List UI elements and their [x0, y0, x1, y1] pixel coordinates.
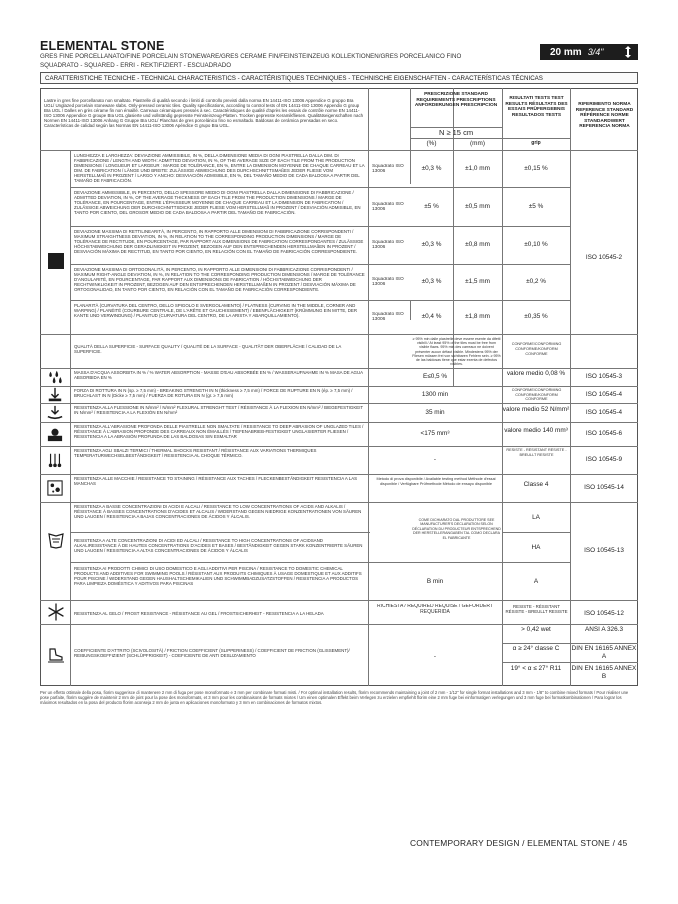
test-desc: FORZA DI ROTTURA IN N (sp. ≥ 7,5 mm) - BREAKING STRENGTH IN N (thickness ≥ 7,5 mm) / FORCE DE RUPTURE EN N (ép. ≥ 7,5 mm) / BRUCHLAST IN N (Dicke ≥ 7,5 mm) / FUERZA DE ROTURA EN N (gr. ≥ 7,5 mm) — [74, 388, 353, 399]
col-grip: grip — [531, 140, 541, 146]
chem-high-desc: RESISTENZA A ALTE CONCENTRAZIONI DI ACIDI ED ALCALI / RESISTANCE TO HIGH CONCENTRATIONS OF ACIDSAND ALKALIRESISTANCE À DE HAUTES CONCENTRATIONS D'ACIDES ET BASES / BESTÄNDIGKEIT GEGEN STARK KONZENTRIERTE SÄUREN UND LAUGEN / RESISTENCIA A ALTAS CONCENTRACIONES DE ÁCIDOS Y ÁLCALIS — [74, 538, 363, 554]
test-reference: ISO 10545-9 — [585, 456, 623, 463]
friction-result: 19° < α ≤ 27° R11 — [510, 665, 562, 672]
test-standard: 1300 min — [421, 390, 449, 398]
row-divider — [40, 474, 638, 475]
friction-shoe-icon — [47, 645, 65, 663]
col-reference: RIFERIMENTO NORMA REFERENCE STANDARD RÉFÉRENCE NORME STANDARDWERT REFERENCIA NORMA — [575, 102, 634, 130]
thermal-shock-icon — [47, 452, 63, 468]
row-divider — [70, 264, 570, 265]
test-result: valore medio 52 N/mm² — [502, 405, 570, 413]
test-desc: RESISTENZA ALL'ABRASIONE PROFONDA DELLE PIASTRELLE NON SMALTATE / RESISTANCE TO DEEP ABRASION OF UNGLAZED TILES / RÉSISTANCE À L'ABRASION PROFONDE DES CARREAUX NON ÉMAILLÉS / TIEFENABRIEB-FESTIGKEIT UNGLASIERTER FLIESEN / RESISTENCIA A LA ABRASIÓN PROFUNDA DE LAS BALDOSAS SIN ESMALTAR — [74, 424, 364, 440]
test-result: Classe 4 — [523, 481, 549, 488]
stain-icon — [47, 480, 63, 496]
frost-reference: ISO 10545-12 — [584, 610, 624, 617]
dim-pct: ±0,3 % — [421, 164, 442, 172]
chem-low-result: LA — [532, 514, 540, 521]
row-divider — [40, 403, 638, 404]
chem-household-standard: B min — [426, 578, 444, 585]
dim-mm: ±1,8 mm — [465, 313, 490, 320]
dim-method: Squadrato ISO 13006 — [372, 312, 404, 323]
thickness-badge — [540, 44, 638, 60]
dim-result: ±0,10 % — [524, 241, 548, 248]
surface-standard: ≥ 95% min dalle piastrelle deve essere esente da difetti visibili / At least 95% of the tiles must be free from visible flaws. 95% min des carreaux ne doivent présenter aucun défaut visible. Mindestens 95% der Fliesen müssen frei von sichtbaren Fehlern sein. ≥ 95% de las baldosas tiene que estar exenta de defectos visibles. — [412, 337, 501, 367]
row-divider — [40, 502, 638, 503]
row-divider — [40, 422, 638, 423]
water-drops-icon — [47, 369, 63, 385]
test-desc: RESISTENZA AGLI SBALZI TERMICI / THERMAL SHOCKS RESISTANT / RÉSISTANCE AUX VARIATIONS THERMIQUES TEMPERATURWECHSELBESTÄNDIGKEIT / RESISTENCIA AL CHOQUE TÉRMICO. — [74, 448, 317, 459]
test-reference: ISO 10545-6 — [585, 430, 623, 437]
dim-method: Squadrato ISO 13006 — [372, 163, 404, 174]
thickness-mm: 20 mm — [550, 46, 582, 58]
row-divider — [40, 446, 638, 447]
dim-pct: ±0,4 % — [421, 313, 442, 320]
page-footer: CONTEMPORARY DESIGN / ELEMENTAL STONE / 45 — [410, 838, 628, 848]
dim-result: ±5 % — [528, 202, 544, 210]
intro-text: Lastre in gres fine porcellanato non smaltato. Piastrelle di qualità secondo i limiti di controllo previsti dalla norma EN 14411-ISO 13006 Appendice G gruppo BIa UGL/ Unglazed porcelain stoneware slabs. Only-pressed ceramic tiles. Quality specifications, according to control tests of EN 14411-ISO 13006 Appendix G group BIa UGL / Dalles en grès cérame fin non émaillé. Carreaux céramiques pressés à sec. Caractéristiques de qualité d'après les essais de contrôle norme EN 14411-ISO 13006 Appendice G groupe BIa UGL glasierte und vollständig gepresste Feinsteinzeug-Platten. Trocken gepresste Keramikfliesen. Qualitätseigenschaften nach Normen EN 14411-ISO 13006 Anhang G Gruppe BIa UGL/ Planchas de gres porcelánico fino no esmaltado. Baldosas de cerámica prensadas en seco. Características de calidad según las Normas EN 14411-ISO 13006 Apéndice G grupo BIa UGL. — [44, 98, 364, 129]
footnote: Per un effetto ottimale della posa, fiorim suggerisce di mantenere 2 mm di fuga per pose monoformato e 3 mm per combinare formati misti. / For optimal installation results, florim recommends maintaining a joint of 2 mm - 1/12" for single format installations and 3 mm - 1/8" to combine mixed formats / Pour réaliser une pose parfaite, florim suggère de maintenir 2 mm de joint pour la pose des monoformats, et 3 mm pour les combinaisons de formats mixtes / Um einen optimalen Effekt beim Verlegen zu erzielen empfiehlt florim eine 2 mm fuge bei einformatigen verlegungen und 3 mm fuge bei formatkombinationen / Para lograr los máximos resultados en la posa del producto florim aconseja 2 mm de junta en aplicaciones monoformato y 3 mm en combinaciones de formatos mixtos. — [40, 690, 629, 705]
flexural-icon — [47, 405, 63, 421]
frost-standard: RICHIESTA / REQUIRED REQUISE / GEFORDERT REQUERIDA — [377, 604, 493, 615]
row-divider — [70, 300, 570, 301]
friction-reference: DIN EN 16165 ANNEX B — [571, 665, 637, 680]
row-divider — [502, 643, 638, 644]
row-divider — [40, 386, 638, 387]
chemical-resistance-icon — [47, 532, 65, 550]
surface-result: CONFORME/CONFORMING CONFORME/KONFORM CONFORME — [511, 342, 562, 356]
subtitle: GRES FINE PORCELLANATO/FINE PORCELAIN STONEWARE/GRES CERAME FIN/FEINSTEINZEUG KOLLEKTIONEN/GRES PORCELANICO FINO — [40, 53, 462, 60]
chem-high-result: HA — [531, 544, 541, 551]
test-standard: - — [433, 456, 437, 463]
dim-desc: LUNGHEZZA E LARGHEZZA: DEVIAZIONE AMMISSIBILE, IN %, DELLA DIMENSIONE MEDIA DI OGNI PIASTRELLA DALLA DIM. DI FABBRICAZIONE / LENGTH AND WIDTH: ADMITTED DEVIATION, IN %, OF THE AVERAGE SIZE OF EACH TILE FROM THE PRODUCTION DIMENSIONS / LONGUEUR ET LARGEUR : MARGE DE TOLÉRANCE, EN %, ENTRE LA DIMENSION MOYENNE DE CHAQUE CARREAU ET LA DIM. DE FABRICATION / LÄNGE UND BREITE: ZULÄSSIGE ABWEICHUNG DES DURCHSCHNITTSMAßES JEDER FLIESE VOM HERSTELLMAß IN PROZENT / LARGO Y ANCHO: DESVIACIÓN ADMISIBLE, EN %, DEL TAMAÑO MEDIO DE CADA BALDOSA A PARTIR DEL TAMAÑO DE FABRICACIÓN. — [74, 153, 365, 184]
dim-pct: ±0,3 % — [421, 241, 442, 248]
dim-mm: ±0,5 mm — [465, 202, 490, 210]
dim-result: ±0,15 % — [524, 164, 548, 172]
dim-method: Squadrato ISO 13006 — [372, 201, 404, 212]
section-title: CARATTERISTICHE TECNICHE - TECHNICAL CHARACTERISTICS - CARACTÉRISTIQUES TECHNIQUES - TECHNISCHE EIGENSCHAFTEN - CARACTERÍSTICAS TÉCNICAS — [40, 72, 638, 84]
frost-desc: RESISTENZA AL GELO / FROST RESISTANCE - RÉSISTANCE AU GEL / FROSTSICHERHEIT - RESISTENCIA A LA HELADA — [74, 611, 324, 616]
col-standard: PRESCRIZIONE STANDARD REQUIREMENTS PRESCRIPTIONS ANFORDERUNGEN PRESCRIPCION — [414, 92, 498, 109]
test-reference: ISO 10545-4 — [585, 408, 623, 416]
dim-result: ±0,2 % — [526, 278, 546, 285]
test-reference: ISO 10545-3 — [585, 373, 623, 380]
test-standard: Metodo di prova disponibile / Available testing method Méthode d'essai disponible / Verfügbare Prüfmethode Método de ensayo disponible — [376, 477, 496, 486]
test-standard: <175 mm³ — [420, 430, 450, 437]
thickness-inch: 3/4" — [587, 47, 604, 57]
friction-standard: - — [433, 653, 437, 660]
col-pct: (%) — [426, 140, 437, 147]
chem-household-result: A — [533, 578, 539, 585]
row-divider — [502, 662, 638, 663]
thickness-arrow-icon — [624, 46, 632, 58]
dim-desc: DEVIAZIONE MASSIMA DI RETTILINEARITÀ, IN PERCENTO, IN RAPPORTO ALLE DIMENSIONI DI FABBRICAZIONE CORRISPONDENTI / MAXIMUM STRAIGHTNESS DEVIATION, IN %, IN RELATION TO THE CORRESPONDING PRODUCTION DIMENSIONS / MARGE DE TOLÉRANCE DE RECTITUDE, EN POURCENTAGE, PAR RAPPORT AUX DIMENSIONS DE FABRICATION CORRESPONDANTES / ZULÄSSIGE HÖCHSTABWEICHUNG DER GERADLINIGKEIT IN PROZENT, BEZOGEN AUF DEN ENTSPRECHENDEN HERSTELLMAßEN IN PROZENT / DESVIACIÓN MÁXIMA DE RECTITUD, EN TANTO POR CIENTO, EN RELACIÓN CON EL TAMAÑO DE FABRICACIÓN CORRESPONDIENTE. — [74, 229, 364, 255]
test-standard: 35 min — [425, 408, 445, 416]
test-desc: RESISTENZA ALLE MACCHIE / RESISTANCE TO STAINING / RÉSISTANCE AUX TACHES / FLECKENBESTÄNDIGKEIT RESISTENCIA A LAS MANCHAS — [74, 476, 358, 487]
dim-mm: ±0,8 mm — [465, 241, 490, 248]
chem-acid-standard: COME DICHIARATO DAL PRODUTTORE SEE MANUFACTURER'S DECLARATION SELON DÉCLARATION DU PRODUCTEUR ENTSPRECHEND DER HERSTELLERANGABEN TAL COMO DECLARA EL FABRICANTE — [412, 518, 501, 540]
dim-method: Squadrato ISO 13006 — [372, 240, 404, 251]
test-result: CONFORME/CONFORMING CONFORME/KONFORM CONFORME — [511, 388, 562, 402]
test-result: RESISTE - RÉSISTANT RÉSISTE - BREULLT RESISTE — [506, 448, 567, 457]
dim-desc: PLANARITÀ (CURVATURA DEL CENTRO, DELLO SPIGOLO E SVERGOLAMENTO) / FLATNESS (CURVING IN THE MIDDLE, CORNER AND WARPING) / PLANÉITÉ (COURBURE CENTRALE, DE L'ARÊTE ET GAUCHISSEMENT) / EBENFLÄCHIGKEIT (KRÜMMUNG EIN MITTE, DER KANTE UND VERWINDUNG) / PLANITUD (CURVATURA DEL CENTRO, DE LA ARISTA Y ABARQUILLAMIENTO). — [74, 303, 358, 319]
test-desc: MASSA D'ACQUA ASSORBITA IN % / % WATER ABSORPTION - MASSE D'EAU ABSORBÉE EN % / WASSERAUFNAHME IN % MASA DE AGUA ABSORBIDA EN % — [74, 370, 363, 381]
dim-result: ±0,35 % — [524, 313, 548, 320]
dim-method: Squadrato ISO 13006 — [372, 277, 404, 288]
friction-result: α ≥ 24° classe C — [512, 645, 560, 652]
friction-reference: DIN EN 16165 ANNEX A — [571, 645, 637, 660]
dim-pct: ±5 % — [424, 202, 439, 210]
chem-reference: ISO 10545-13 — [584, 547, 624, 554]
page-title: ELEMENTAL STONE — [40, 39, 165, 53]
subtitle-squared: SQUADRATO - SQUARED - ERRI - REKTIFIZIERT - ESCUADRADO — [40, 62, 232, 69]
test-reference: ISO 10545-14 — [584, 484, 624, 491]
col-mm: (mm) — [470, 140, 485, 147]
friction-result: > 0,42 wet — [521, 626, 551, 633]
test-standard: E≤0,5 % — [422, 373, 448, 380]
col-results: RISULTATI TESTS TEST RESULTS RÉSULTATS DES ESSAIS PRÜFERGEBNIS RESULTADOS TESTS — [505, 96, 568, 118]
dim-mm: ±1,5 mm — [465, 278, 490, 285]
frost-result: RESISTE - RÉSISTANT RÉSISTE - BREULLT RESISTE — [505, 604, 568, 615]
abrasion-icon — [47, 426, 63, 442]
friction-reference: ANSI A 326.3 — [584, 626, 623, 633]
chem-low-desc: RESISTENZA A BASSE CONCENTRAZIONI DI ACIDI E ALCALI / RESISTANCE TO LOW CONCENTRATIONS OF ACIDS AND ALKALIS / RÉSISTANCE À BASSES CONCENTRATIONS D'ACIDES ET ALCALIS / WIDERSTAND GEGEN NIEDRIGE KONZENTRATIONEN VON SÄUREN UND LAUGEN / RESISTENCIA A BAJAS CONCENTRACIONES DE ÁCIDOS Y ÁLCALIS. — [74, 504, 362, 520]
dim-mm: ±1,0 mm — [465, 164, 490, 172]
test-result: valore medio 140 mm³ — [504, 427, 568, 434]
col-n-value: N ≥ 15 cm — [438, 128, 474, 137]
dimension-square-icon — [47, 252, 65, 270]
snowflake-icon — [47, 603, 65, 621]
row-divider — [70, 226, 570, 227]
dim-desc: DEVIAZIONE AMMISSIBILE, IN PERCENTO, DELLO SPESSORE MEDIO DI OGNI PIASTRELLA DALLA DIMENSIONE DI FABBRICAZIONE / ADMITTED DEVIATION, IN %, OF THE AVERAGE THICKNESS OF EACH TILE FROM THE PRODUCTION DIMENSIONS / MARGE DE TOLÉRANCE, EN POURCENTAGE, ENTRE L'ÉPAISSEUR MOYENNE DE CHAQUE CARREAU ET LA DIMENSION DE FABRICATION / ZULÄSSIGE ABWEICHUNG DER DURCHSCHNITTSDICKE JEDER FLIESE VOM HERSTELLMAß IN PROZENT / DESVIACIÓN ADMISIBLE, EN TANTO POR CIENTO, DEL GROSOR MEDIO DE CADA BALDOSA A PARTIR DEL TAMAÑO DE FABRICACIÓN. — [74, 190, 361, 216]
dim-desc: DEVIAZIONE MASSIMA DI ORTOGONALITÀ, IN PERCENTO, IN RAPPORTO ALLE DIMENSIONI DI FABBRICAZIONE CORRISPONDENTI / MAXIMUM RIGHT-ANGLE DEVIATION, IN %, IN RELATION TO THE CORRESPONDING PRODUCTION DIMENSIONS / MARGE DE TOLÉRANCE D'ANGULARITÉ, EN POURCENTAGE, PAR RAPPORT AUX DIMENSIONS DE FABRICATION / HÖCHSTABWEICHUNG DER RECHTWINKLIGKEIT IN PROZENT, BEZOGEN AUF DEN ENTSPRECHENDEN HERSTELLMAßEN IN PROZENT / DESVIACIÓN MÁXIMA DE ORTOGONALIDAD, EN TANTO POR CIENTO, EN RELACIÓN CON EL TAMAÑO DE FABRICACIÓN CORRESPONDIENTE. — [74, 267, 365, 293]
breaking-load-icon — [47, 387, 63, 403]
friction-desc: COEFFICIENTE D'ATTRITO (SCIVOLOSITÀ) / FRICTION COEFFICIENT (SLIPPERINESS) / COEFFICIENT DE FRICTION (GLISSEMENT)/ REIBUNGSKOEFFIZIENT (SCHLÜPFRIGKEIT) - COEFICIENTE DE ANTI DESLIZAMIENTO — [74, 648, 350, 659]
test-result: valore medio 0,08 % — [506, 370, 566, 377]
dim-reference: ISO 10545-2 — [585, 254, 623, 261]
chem-household-desc: RESISTENZA AI PRODOTTI CHIMICI DI USO DOMESTICO E AGLI ADDITIVI PER PISCINA / RESISTANCE TO DOMESTIC CHEMICAL PRODUCTS AND ADDITIVES FOR SWIMMING POOLS / RÉSISTANT AUX PRODUITS CHIMIQUES À USAGE DOMESTIQUE ET AUX ADDITIFS POUR PISCINE / WIDERSTAND GEGEN HAUSHALTSCHEMIKALIEN UND SCHWIMMBADZUSATZSTOFFEN / RESISTENCIA A PRODUCTOS PARA LIMPIEZA DOMÉSTICA Y ADITIVOS PARA PISCINAS — [74, 566, 362, 587]
surface-desc: QUALITÀ DELLA SUPERFICIE - SURFACE QUALITY / QUALITÉ DE LA SURFACE - QUALITÄT DER OBERFLÄCHE / CALIDAD DE LA SUPERFICIE. — [74, 344, 342, 355]
test-desc: RESISTENZA ALLA FLESSIONE IN N/mm² / N/mm² FLEXURAL STRENGHT TEST / RÉSISTANCE À LA FLEXION EN N/mm² / BIEGEFESTIGKEIT IN N/mm² / RESISTENCIA A LA FLEXIÓN EN N/mm² — [74, 405, 364, 416]
row-divider — [70, 187, 570, 188]
test-reference: ISO 10545-4 — [585, 390, 623, 398]
dim-pct: ±0,3 % — [421, 278, 442, 285]
